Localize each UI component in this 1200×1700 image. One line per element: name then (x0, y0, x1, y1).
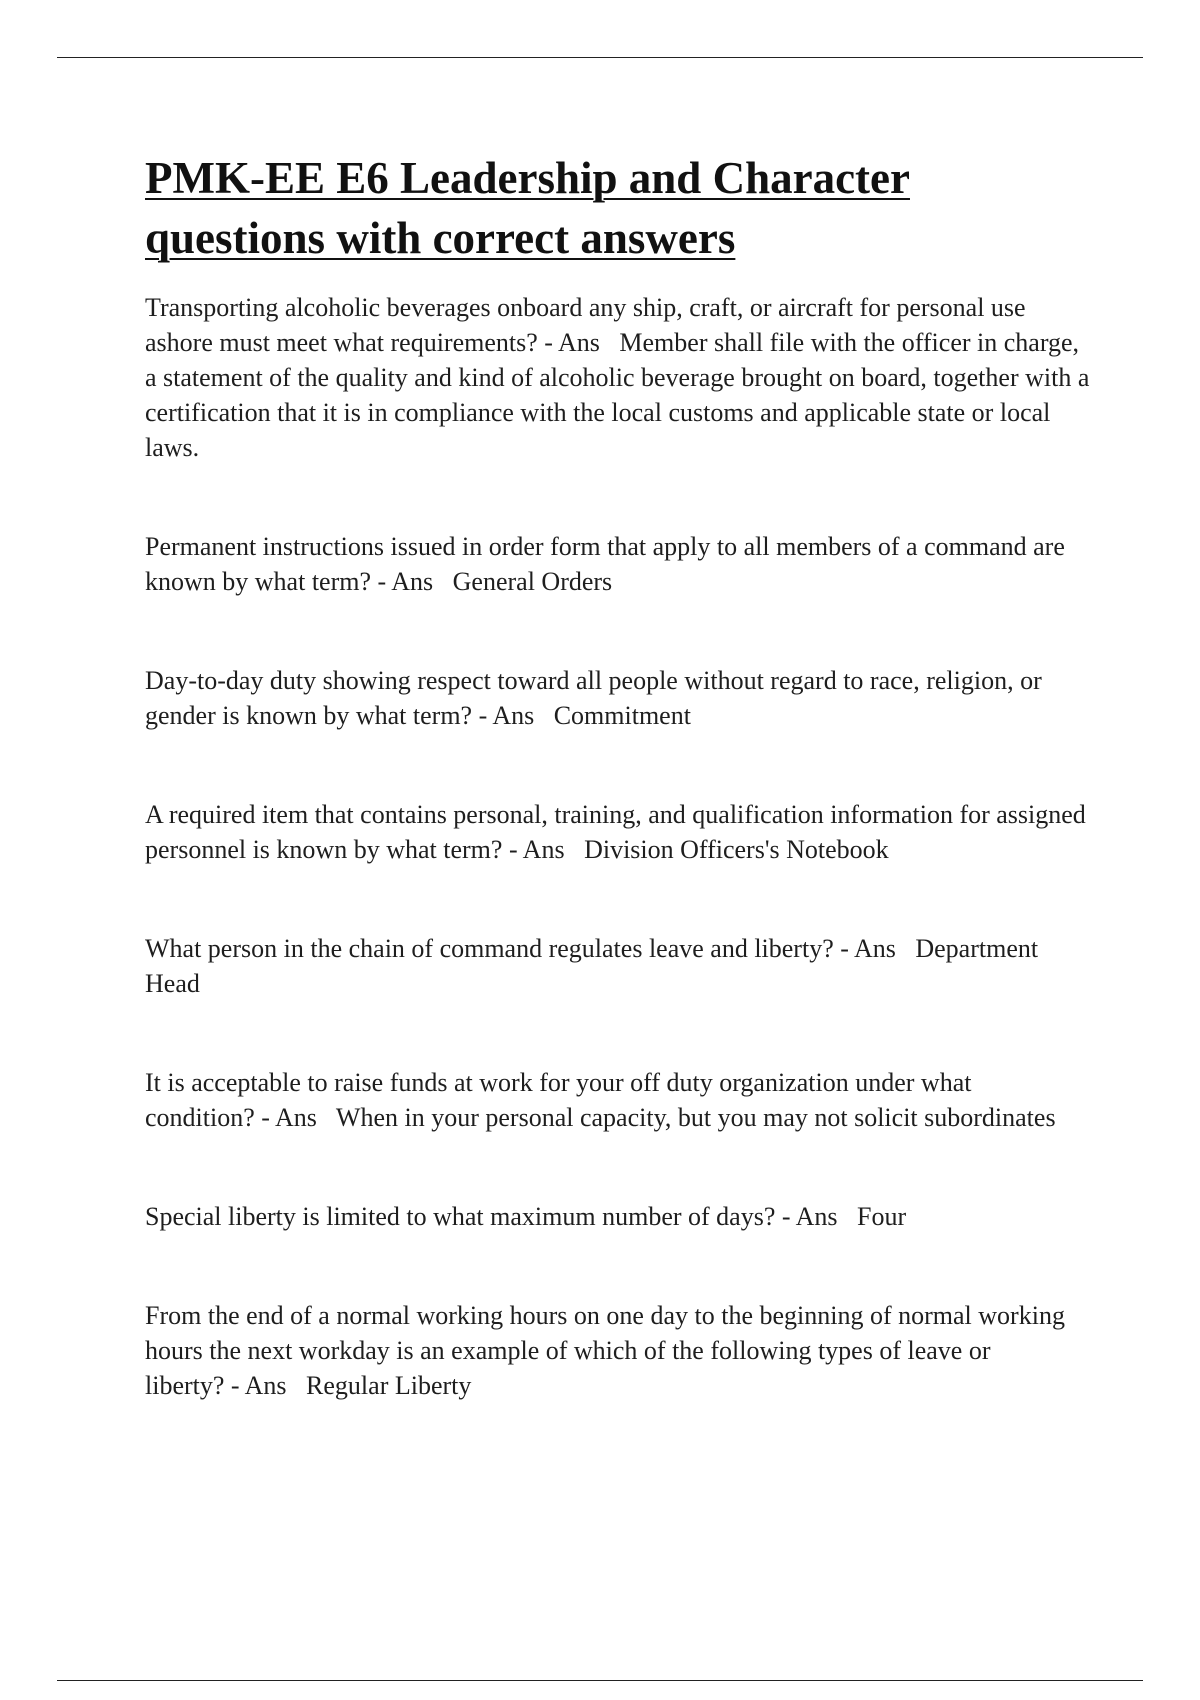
question-text: It is acceptable to raise funds at work for your off duty organization under what condition? (145, 1068, 978, 1132)
answer-text: Member shall file with the officer in charge, a statement of the quality and kind of alcoholic beverage brought on board, together with a certification that it is in compliance with the local customs and applicable state or local laws. (145, 328, 1096, 462)
qa-item (145, 663, 1095, 733)
answer-separator: - Ans (502, 835, 585, 864)
answer-separator: - Ans (371, 567, 453, 596)
question-text: From the end of a normal working hours on one day to the beginning of normal working hours the next workday is an example of which of the following types of leave or liberty? (145, 1301, 1072, 1400)
question-text: What person in the chain of command regulates leave and liberty? (145, 934, 834, 963)
answer-separator: - Ans (833, 934, 916, 963)
document-body (145, 148, 1095, 1467)
question-text: Transporting alcoholic beverages onboard any ship, craft, or aircraft for personal use ashore must meet what requirements? (145, 293, 1033, 357)
answer-separator: - Ans (254, 1103, 336, 1132)
answer-separator: - Ans (537, 328, 620, 357)
qa-item (145, 1065, 1095, 1135)
answer-separator: - Ans (472, 701, 554, 730)
qa-item (145, 290, 1095, 465)
bottom-rule (57, 1680, 1143, 1681)
top-rule (57, 57, 1143, 58)
qa-item (145, 529, 1095, 599)
answer-separator: - Ans (775, 1202, 857, 1231)
answer-text: Regular Liberty (306, 1371, 472, 1400)
answer-text: Commitment (553, 701, 691, 730)
answer-text: When in your personal capacity, but you may not solicit subordinates (335, 1103, 1056, 1132)
qa-item (145, 1199, 1095, 1234)
qa-item (145, 797, 1095, 867)
answer-text: Department Head (145, 934, 1045, 998)
question-text: Permanent instructions issued in order form that apply to all members of a command are known by what term? (145, 532, 1072, 596)
question-text: A required item that contains personal, training, and qualification information for assigned personnel is known by what term? (145, 800, 1093, 864)
answer-separator: - Ans (224, 1371, 307, 1400)
question-text: Special liberty is limited to what maximum number of days? (145, 1202, 776, 1231)
answer-text: General Orders (452, 567, 613, 596)
qa-item (145, 931, 1095, 1001)
answer-text: Division Officers's Notebook (584, 835, 889, 864)
qa-list (145, 290, 1095, 1403)
qa-item (145, 1298, 1095, 1403)
answer-text: Four (857, 1202, 907, 1231)
document-title: PMK-EE E6 Leadership and Character questions with correct answers (145, 153, 910, 263)
question-text: Day-to-day duty showing respect toward all people without regard to race, religion, or gender is known by what term? (145, 666, 1049, 730)
